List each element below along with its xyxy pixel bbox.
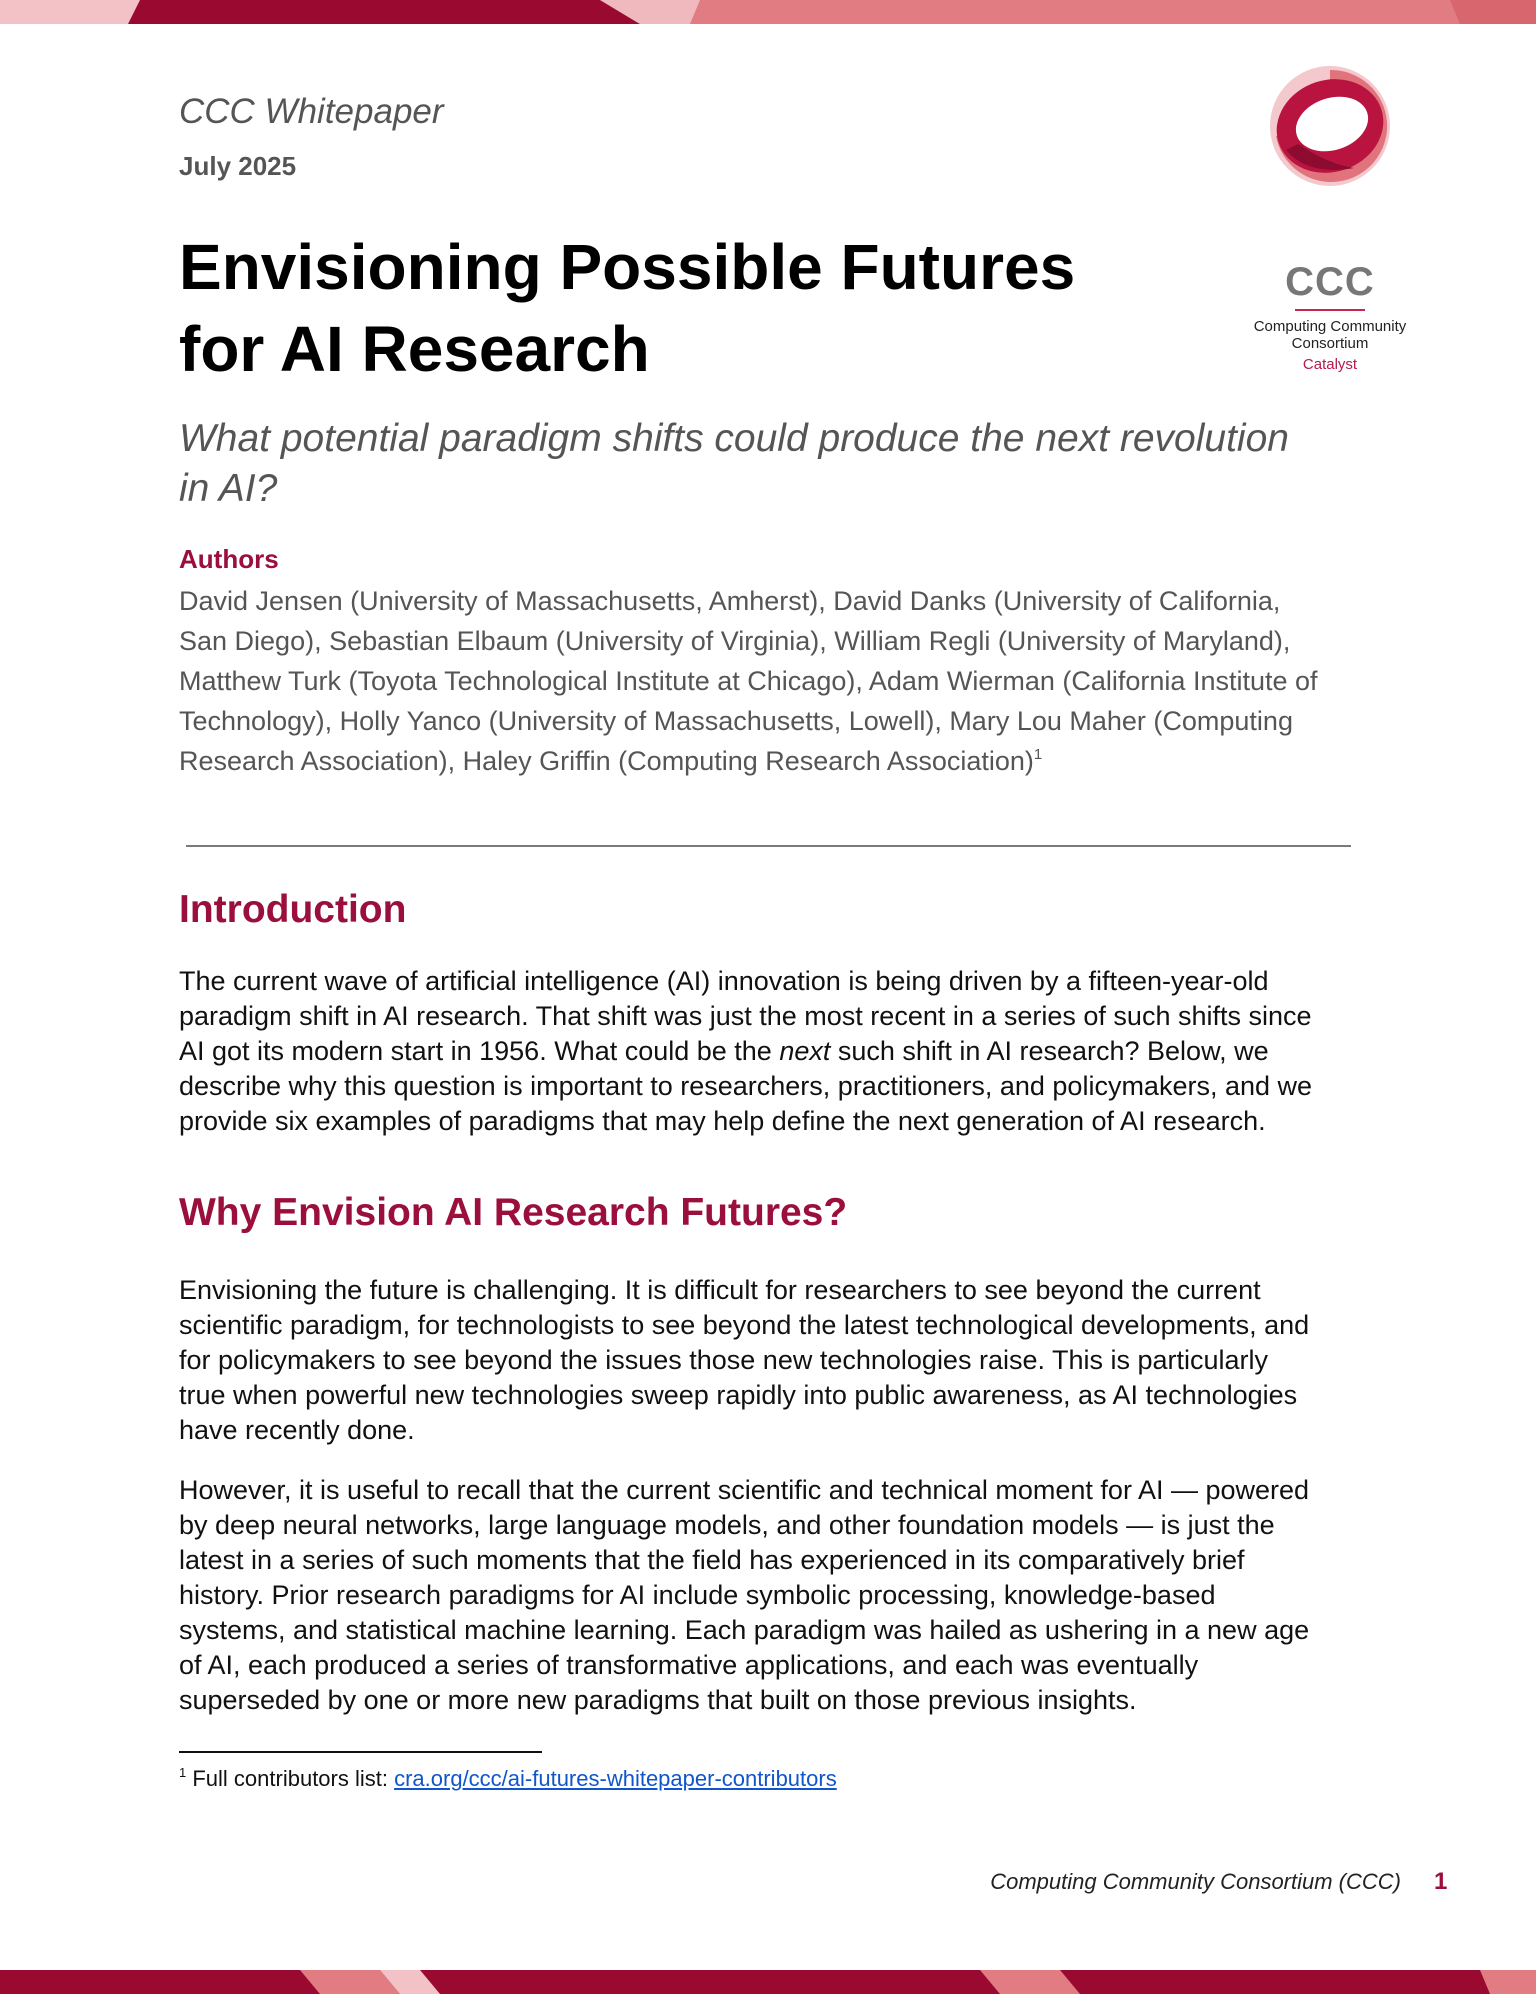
- paragraph-line: Envisioning the future is challenging. It is difficult for researchers to see beyond the current: [179, 1275, 1261, 1305]
- authors-line: Technology), Holly Yanco (University of Massachusetts, Lowell), Mary Lou Maher (Computing: [179, 706, 1293, 736]
- why-section-heading: Why Envision AI Research Futures?: [179, 1191, 848, 1234]
- authors-line: Research Association), Haley Griffin (Computing Research Association): [179, 746, 1034, 776]
- title-line-2: for AI Research: [179, 313, 650, 385]
- authors-line: David Jensen (University of Massachusetts, Amherst), David Danks (University of California,: [179, 586, 1281, 616]
- subtitle-line-2: in AI?: [179, 467, 278, 510]
- paragraph-line: by deep neural networks, large language models, and other foundation models — is just the: [179, 1510, 1275, 1540]
- section-divider: [186, 845, 1351, 847]
- introduction-paragraph: [179, 964, 1379, 1139]
- authors-line: Matthew Turk (Toyota Technological Institute at Chicago), Adam Wierman (California Institute of: [179, 666, 1318, 696]
- why-paragraph-2: [179, 1473, 1379, 1718]
- paragraph-line: The current wave of artificial intelligence (AI) innovation is being driven by a fifteen-year-old: [179, 966, 1269, 996]
- subtitle-line-1: What potential paradigm shifts could produce the next revolution: [179, 417, 1289, 460]
- paragraph-line: history. Prior research paradigms for AI include symbolic processing, knowledge-based: [179, 1580, 1216, 1610]
- authors-list: [179, 581, 1379, 781]
- page-number: 1: [1434, 1868, 1448, 1895]
- bottom-decorative-band: [0, 1970, 1536, 1994]
- footnote-reference[interactable]: 1: [1033, 746, 1043, 763]
- logo-organization-name: [1240, 318, 1420, 352]
- logo-name-line-1: Computing Community: [1253, 318, 1407, 335]
- document-subtitle: [179, 414, 1379, 514]
- logo-abbreviation: CCC: [1285, 260, 1375, 304]
- paragraph-line: have recently done.: [179, 1415, 415, 1445]
- top-decorative-band: [0, 0, 1536, 24]
- emphasis-next: next: [779, 1036, 831, 1066]
- paragraph-line: systems, and statistical machine learning. Each paradigm was hailed as ushering in a new age: [179, 1615, 1310, 1645]
- logo-name-line-2: Consortium: [1291, 335, 1369, 352]
- paragraph-line: However, it is useful to recall that the current scientific and technical moment for AI — powered: [179, 1475, 1310, 1505]
- footer-organization: Computing Community Consortium (CCC): [990, 1869, 1401, 1894]
- footnote-marker: 1: [179, 1765, 187, 1780]
- paragraph-line: for policymakers to see beyond the issues those new technologies raise. This is particularly: [179, 1345, 1269, 1375]
- title-line-1: Envisioning Possible Futures: [179, 231, 1076, 303]
- ccc-logo: [1240, 60, 1420, 373]
- publication-date: July 2025: [179, 151, 297, 181]
- footnote-rule: [179, 1751, 542, 1753]
- paragraph-line: describe why this question is important to researchers, practitioners, and policymakers, and we: [179, 1071, 1313, 1101]
- why-paragraph-1: [179, 1273, 1379, 1448]
- paragraph-line: paradigm shift in AI research. That shift was just the most recent in a series of such shifts since: [179, 1001, 1312, 1031]
- logo-tagline: Catalyst: [1302, 356, 1358, 373]
- paragraph-line: AI got its modern start in 1956. What could be the next such shift in AI research? Below, we: [179, 1036, 1269, 1066]
- contributors-link[interactable]: cra.org/ccc/ai-futures-whitepaper-contributors: [394, 1766, 837, 1791]
- logo-divider: [1295, 309, 1365, 311]
- paragraph-line: true when powerful new technologies sweep rapidly into public awareness, as AI technologies: [179, 1380, 1298, 1410]
- paragraph-line: provide six examples of paradigms that may help define the next generation of AI research.: [179, 1106, 1266, 1136]
- introduction-heading: Introduction: [179, 888, 407, 931]
- footnote-label: Full contributors list:: [192, 1766, 395, 1791]
- paragraph-line: superseded by one or more new paradigms that built on those previous insights.: [179, 1685, 1137, 1715]
- document-type-label: CCC Whitepaper: [179, 92, 444, 131]
- paragraph-line: latest in a series of such moments that the field has experienced in its comparatively brief: [179, 1545, 1245, 1575]
- paragraph-line: scientific paradigm, for technologists to see beyond the latest technological developments, and: [179, 1310, 1310, 1340]
- paragraph-line: of AI, each produced a series of transformative applications, and each was eventually: [179, 1650, 1199, 1680]
- ccc-ring-icon: [1268, 64, 1392, 188]
- authors-line: San Diego), Sebastian Elbaum (University of Virginia), William Regli (University of Maryland),: [179, 626, 1291, 656]
- footnote: [179, 1766, 837, 1792]
- document-title: [179, 226, 1159, 390]
- authors-heading: Authors: [179, 544, 279, 574]
